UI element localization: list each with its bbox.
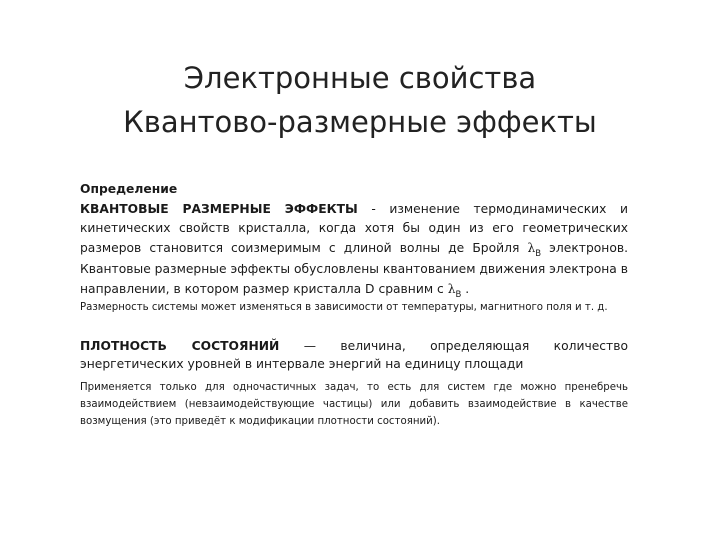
density-of-states-term: ПЛОТНОСТЬ СОСТОЯНИЙ: [80, 339, 280, 353]
definition-term: КВАНТОВЫЕ РАЗМЕРНЫЕ ЭФФЕКТЫ: [80, 201, 358, 216]
dimensionality-note: Размерность системы может изменяться в зависимости от температуры, магнитного поля и т. д.: [80, 302, 608, 313]
definition-text-part-2: электронов. Квантовые размерные эффекты обусловлены квантованием движения электрона в направлении, в котором размер кристалла D сравним с: [80, 240, 628, 296]
lambda-symbol: λ: [527, 240, 536, 255]
slide-title-line-1: Электронные свойства: [183, 61, 537, 95]
slide-title-line-2: Квантово-размерные эффекты: [123, 105, 597, 139]
definition-text-end: .: [461, 281, 470, 296]
definition-text-part-1: - изменение термодинамических и кинетических свойств кристалла, когда хотя бы один из его геометрических размеров становится соизмеримым с длиной волны де Бройля: [80, 201, 628, 255]
lambda-subscript: B: [535, 248, 542, 259]
density-of-states-text: — величина, определяющая количество энергетических уровней в интервале энергий на единицу площади: [80, 339, 628, 371]
definition-paragraph: [80, 180, 628, 301]
lambda-symbol-2: λ: [447, 281, 456, 296]
application-note: Применяется только для одночастичных задач, то есть для систем где можно пренебречь взаимодействием (невзаимодействующие частицы) или добавить взаимодействие в качестве возмущения (это приведёт к модификации плотности состояний).: [80, 382, 628, 427]
slide-title: [0, 56, 720, 144]
density-of-states-paragraph: [80, 337, 628, 373]
lambda-subscript-2: B: [455, 289, 462, 300]
definition-heading: Определение: [80, 182, 178, 196]
slide-body: [80, 180, 628, 430]
